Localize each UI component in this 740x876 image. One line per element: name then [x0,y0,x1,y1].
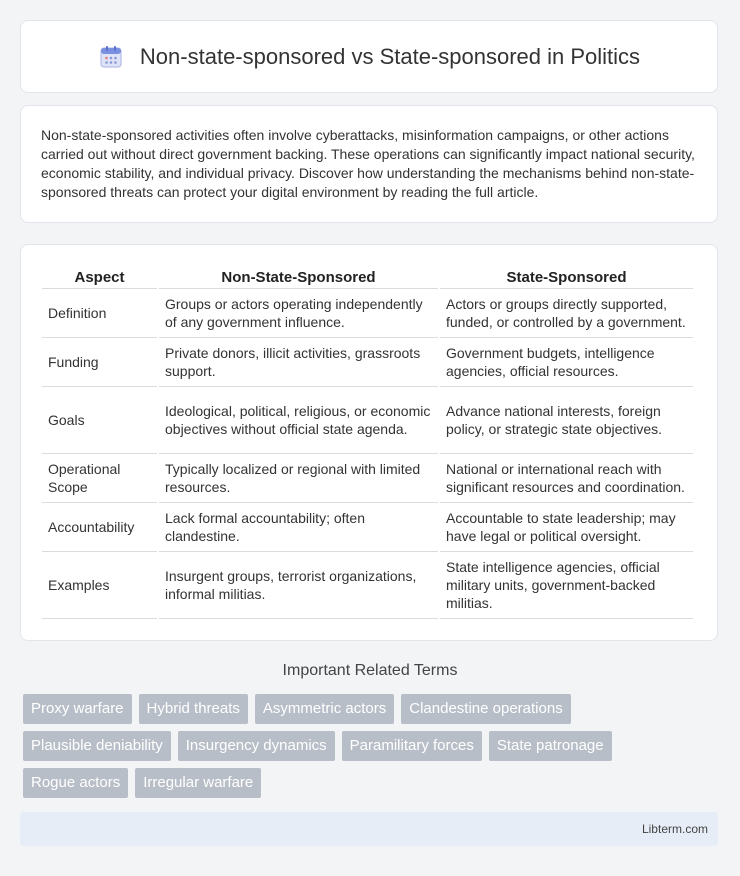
column-header-aspect: Aspect [42,265,157,289]
row-state-value: Government budgets, intelligence agencies, official resources. [440,338,693,387]
row-aspect: Goals [42,387,157,454]
row-state-value: National or international reach with significant resources and coordination. [440,454,693,503]
footer [20,812,718,846]
table-row [42,454,693,503]
related-term-tag[interactable]: Rogue actors [23,768,128,798]
row-aspect: Examples [42,552,157,619]
related-term-tag[interactable]: Irregular warfare [135,768,261,798]
row-aspect: Funding [42,338,157,387]
calendar-icon [98,44,124,70]
row-state-value: Actors or groups directly supported, funded, or controlled by a government. [440,289,693,338]
row-state-value: Advance national interests, foreign policy, or strategic state objectives. [440,387,693,454]
row-aspect: Operational Scope [42,454,157,503]
column-header-state: State-Sponsored [440,265,693,289]
related-term-tag[interactable]: Hybrid threats [139,694,248,724]
related-term-tag[interactable]: Plausible deniability [23,731,171,761]
comparison-card [20,244,718,641]
row-non-state-value: Typically localized or regional with limited resources. [159,454,438,503]
intro-card [20,105,718,223]
table-row [42,289,693,338]
intro-text: Non-state-sponsored activities often involve cyberattacks, misinformation campaigns, or other actions carried out without direct government backing. These operations can significantly impact national security, economic stability, and individual privacy. Discover how understanding the mechanisms behind non-state-sponsored threats can protect your digital environment by reading the full article. [41,127,695,200]
row-state-value: Accountable to state leadership; may have legal or political oversight. [440,503,693,552]
table-row [42,387,693,454]
related-term-tag[interactable]: Paramilitary forces [342,731,482,761]
related-term-tag[interactable]: Asymmetric actors [255,694,394,724]
related-term-tag[interactable]: State patronage [489,731,612,761]
comparison-table [40,265,695,619]
row-non-state-value: Lack formal accountability; often clandestine. [159,503,438,552]
row-state-value: State intelligence agencies, official military units, government-backed militias. [440,552,693,619]
row-non-state-value: Private donors, illicit activities, grassroots support. [159,338,438,387]
row-aspect: Accountability [42,503,157,552]
column-header-non-state: Non-State-Sponsored [159,265,438,289]
related-terms-title: Important Related Terms [282,662,458,679]
table-row [42,503,693,552]
footer-site-link[interactable]: Libterm.com [641,822,708,836]
page-title: Non-state-sponsored vs State-sponsored in Politics [139,43,641,69]
row-non-state-value: Ideological, political, religious, or economic objectives without official state agenda. [159,387,438,454]
header-card [20,20,718,93]
row-aspect: Definition [42,289,157,338]
table-row [42,552,693,619]
related-term-tag[interactable]: Insurgency dynamics [178,731,335,761]
table-row [42,338,693,387]
table-header-row [42,265,693,289]
row-non-state-value: Groups or actors operating independently of any government influence. [159,289,438,338]
related-term-tag[interactable]: Proxy warfare [23,694,132,724]
related-terms-list [23,694,703,798]
row-non-state-value: Insurgent groups, terrorist organizations, informal militias. [159,552,438,619]
related-term-tag[interactable]: Clandestine operations [401,694,570,724]
